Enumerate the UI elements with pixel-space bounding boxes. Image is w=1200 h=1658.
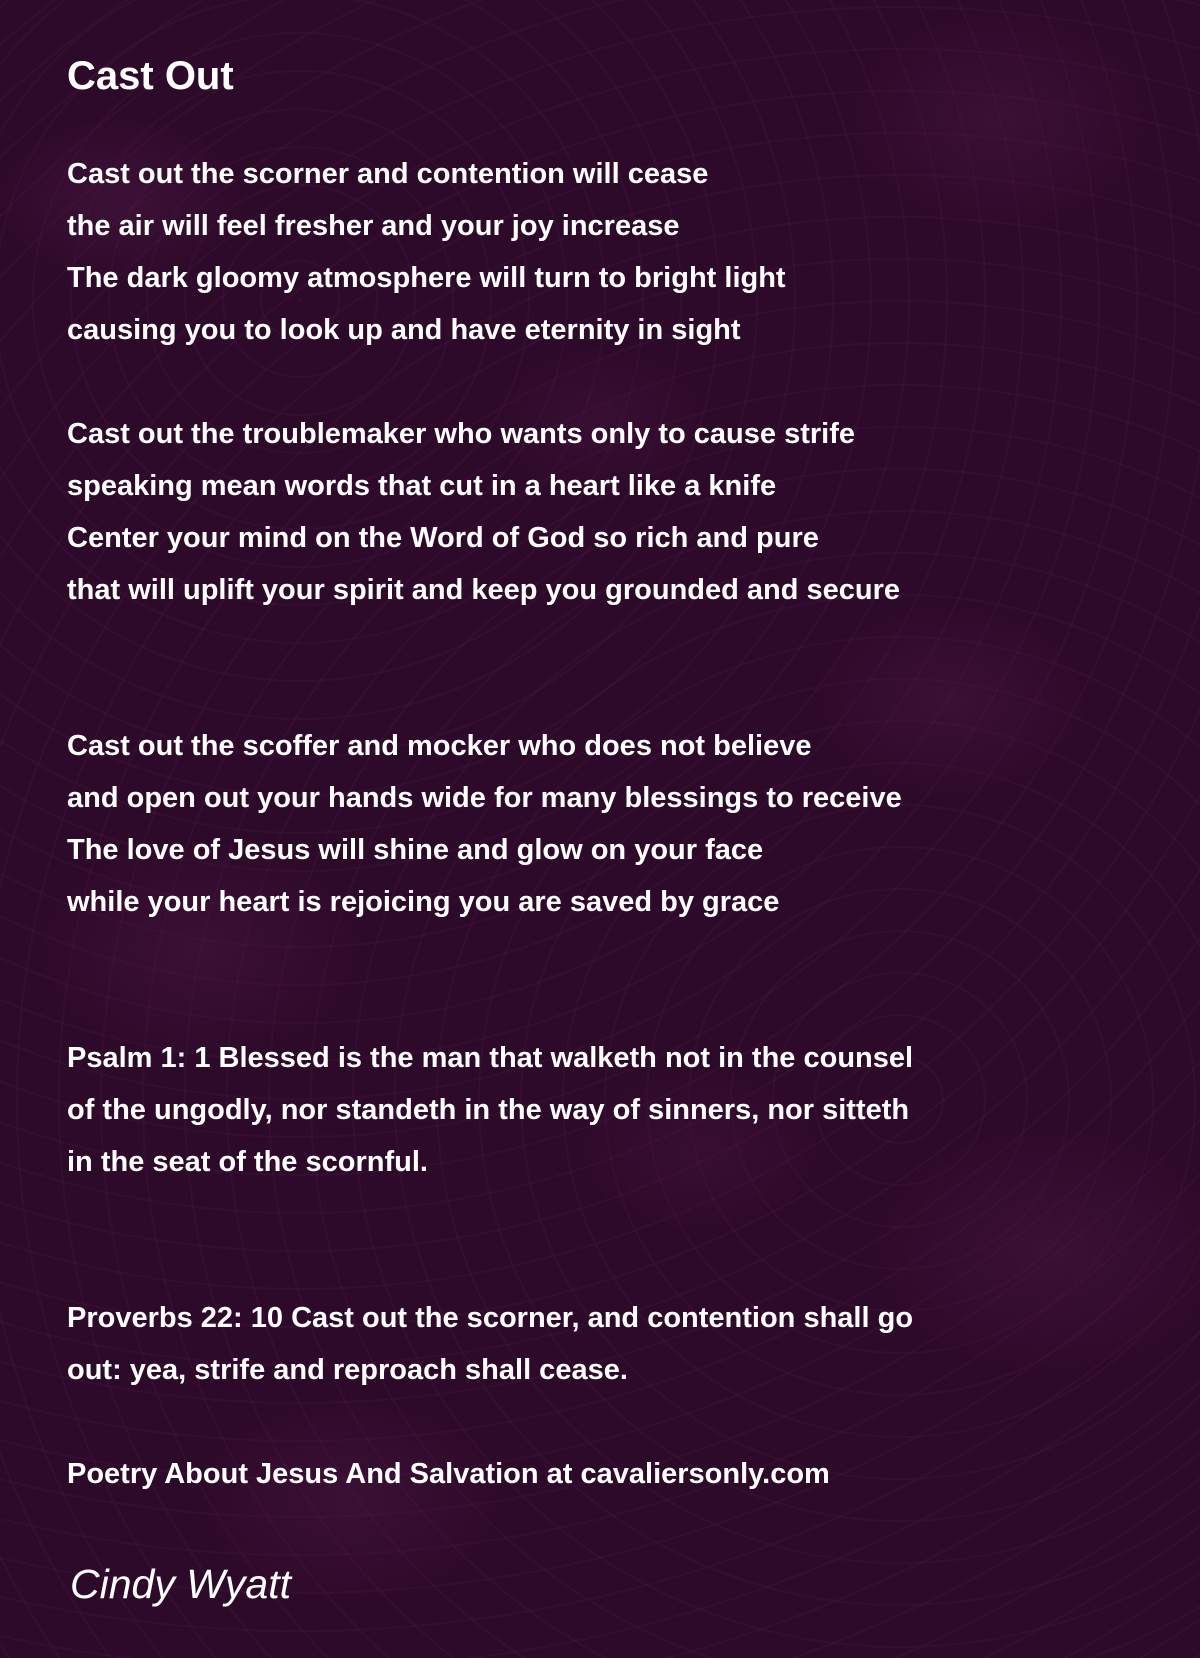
poem-line: causing you to look up and have eternity in sight <box>67 314 741 346</box>
poem-line: Cast out the troublemaker who wants only to cause strife <box>67 418 855 450</box>
poem-line: The love of Jesus will shine and glow on your face <box>67 834 764 866</box>
poem-line: that will uplift your spirit and keep you grounded and secure <box>67 574 901 606</box>
poem-line: Cast out the scorner and contention will cease <box>67 158 709 190</box>
poem-author: Cindy Wyatt <box>70 1561 291 1607</box>
scripture-line: of the ungodly, nor standeth in the way of sinners, nor sitteth <box>67 1094 910 1126</box>
source-credit: Poetry About Jesus And Salvation at cavaliersonly.com <box>67 1458 830 1490</box>
poem-line: Center your mind on the Word of God so rich and pure <box>67 522 819 554</box>
scripture-line: Psalm 1: 1 Blessed is the man that walketh not in the counsel <box>67 1042 914 1074</box>
scripture-line: in the seat of the scornful. <box>67 1146 428 1178</box>
poem-line: The dark gloomy atmosphere will turn to bright light <box>67 262 786 294</box>
poem-line: the air will feel fresher and your joy increase <box>67 210 680 242</box>
poem-line: speaking mean words that cut in a heart like a knife <box>67 470 777 502</box>
scripture-line: out: yea, strife and reproach shall cease. <box>67 1354 628 1386</box>
poem-line: Cast out the scoffer and mocker who does not believe <box>67 730 812 762</box>
scripture-line: Proverbs 22: 10 Cast out the scorner, and contention shall go <box>67 1302 914 1334</box>
poem-line: while your heart is rejoicing you are saved by grace <box>67 886 780 918</box>
poem-title: Cast Out <box>67 54 234 98</box>
poem-line: and open out your hands wide for many blessings to receive <box>67 782 902 814</box>
